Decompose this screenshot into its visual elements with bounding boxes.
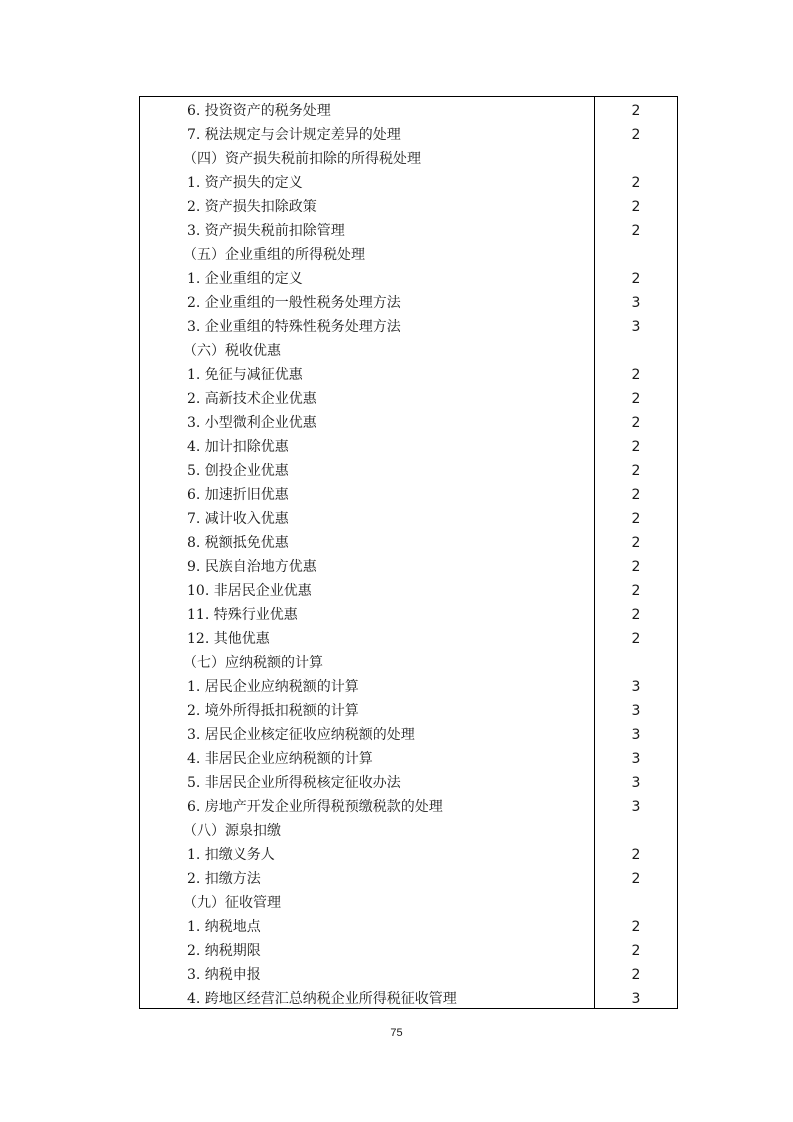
table-row (140, 531, 677, 555)
topic-text: 2. 资产损失扣除政策 (187, 199, 317, 215)
hours-cell: 2 (631, 415, 641, 431)
topic-text: 1. 纳税地点 (187, 919, 261, 935)
table-row (140, 915, 677, 939)
hours-cell: 3 (631, 295, 641, 311)
table-row (140, 963, 677, 987)
table-row (140, 99, 677, 123)
table-row (140, 123, 677, 147)
topic-text: 3. 居民企业核定征收应纳税额的处理 (187, 727, 415, 743)
topic-text: 2. 企业重组的一般性税务处理方法 (187, 295, 401, 311)
table-row (140, 795, 677, 819)
topic-text: 1. 免征与减征优惠 (187, 367, 303, 383)
hours-cell: 2 (631, 535, 641, 551)
table-row (140, 843, 677, 867)
table-row (140, 699, 677, 723)
hours-cell: 3 (631, 319, 641, 335)
hours-cell: 2 (631, 127, 641, 143)
topic-text: 12. 其他优惠 (187, 631, 270, 647)
table-row (140, 315, 677, 339)
table-row (140, 627, 677, 651)
topic-text: 6. 投资资产的税务处理 (187, 103, 331, 119)
hours-cell: 2 (631, 847, 641, 863)
topic-text: 2. 高新技术企业优惠 (187, 391, 317, 407)
hours-cell: 3 (631, 703, 641, 719)
table-row (140, 195, 677, 219)
topic-text: 11. 特殊行业优惠 (187, 607, 298, 623)
topic-text: 8. 税额抵免优惠 (187, 535, 289, 551)
hours-cell: 2 (631, 583, 641, 599)
topic-text: 2. 纳税期限 (187, 943, 261, 959)
table-row (140, 747, 677, 771)
section-heading-row (140, 147, 677, 171)
topic-text: 3. 纳税申报 (187, 967, 261, 983)
table-row (140, 579, 677, 603)
section-heading-row (140, 651, 677, 675)
topic-text: 3. 小型微利企业优惠 (187, 415, 317, 431)
section-heading: （五）企业重组的所得税处理 (183, 247, 365, 263)
table-row (140, 603, 677, 627)
hours-cell: 2 (631, 199, 641, 215)
hours-cell: 2 (631, 967, 641, 983)
hours-cell: 2 (631, 631, 641, 647)
section-heading: （七）应纳税额的计算 (183, 655, 323, 671)
table-row (140, 291, 677, 315)
topic-text: 4. 非居民企业应纳税额的计算 (187, 751, 373, 767)
topic-text: 7. 减计收入优惠 (187, 511, 289, 527)
table-rows (140, 99, 677, 1011)
table-row (140, 771, 677, 795)
syllabus-table (139, 96, 678, 1009)
page-number: 75 (390, 1027, 403, 1039)
topic-text: 3. 资产损失税前扣除管理 (187, 223, 345, 239)
table-row (140, 507, 677, 531)
section-heading-row (140, 819, 677, 843)
hours-cell: 2 (631, 871, 641, 887)
hours-cell: 3 (631, 727, 641, 743)
table-row (140, 267, 677, 291)
table-row (140, 411, 677, 435)
hours-cell: 2 (631, 439, 641, 455)
hours-cell: 2 (631, 919, 641, 935)
topic-text: 9. 民族自治地方优惠 (187, 559, 317, 575)
table-row (140, 987, 677, 1011)
hours-cell: 3 (631, 991, 641, 1007)
section-heading: （六）税收优惠 (183, 343, 281, 359)
hours-cell: 3 (631, 751, 641, 767)
hours-cell: 2 (631, 367, 641, 383)
section-heading-row (140, 339, 677, 363)
hours-cell: 2 (631, 511, 641, 527)
topic-text: 6. 加速折旧优惠 (187, 487, 289, 503)
table-row (140, 459, 677, 483)
topic-text: 2. 境外所得抵扣税额的计算 (187, 703, 359, 719)
topic-text: 10. 非居民企业优惠 (187, 583, 312, 599)
hours-cell: 3 (631, 775, 641, 791)
section-heading: （四）资产损失税前扣除的所得税处理 (183, 151, 421, 167)
hours-cell: 2 (631, 223, 641, 239)
hours-cell: 3 (631, 679, 641, 695)
topic-text: 7. 税法规定与会计规定差异的处理 (187, 127, 401, 143)
topic-text: 6. 房地产开发企业所得税预缴税款的处理 (187, 799, 443, 815)
table-row (140, 387, 677, 411)
section-heading: （九）征收管理 (183, 895, 281, 911)
topic-text: 1. 资产损失的定义 (187, 175, 303, 191)
table-row (140, 555, 677, 579)
hours-cell: 2 (631, 943, 641, 959)
hours-cell: 2 (631, 175, 641, 191)
table-row (140, 939, 677, 963)
section-heading-row (140, 243, 677, 267)
hours-cell: 2 (631, 559, 641, 575)
table-row (140, 435, 677, 459)
section-heading: （八）源泉扣缴 (183, 823, 281, 839)
table-row (140, 219, 677, 243)
topic-text: 5. 非居民企业所得税核定征收办法 (187, 775, 401, 791)
topic-text: 1. 企业重组的定义 (187, 271, 303, 287)
table-row (140, 675, 677, 699)
table-row (140, 483, 677, 507)
topic-text: 4. 跨地区经营汇总纳税企业所得税征收管理 (187, 991, 457, 1007)
topic-text: 2. 扣缴方法 (187, 871, 261, 887)
hours-cell: 2 (631, 463, 641, 479)
table-row (140, 171, 677, 195)
hours-cell: 3 (631, 799, 641, 815)
topic-text: 1. 居民企业应纳税额的计算 (187, 679, 359, 695)
hours-cell: 2 (631, 487, 641, 503)
hours-cell: 2 (631, 103, 641, 119)
table-row (140, 723, 677, 747)
hours-cell: 2 (631, 391, 641, 407)
topic-text: 4. 加计扣除优惠 (187, 439, 289, 455)
hours-cell: 2 (631, 607, 641, 623)
table-row (140, 867, 677, 891)
topic-text: 5. 创投企业优惠 (187, 463, 289, 479)
section-heading-row (140, 891, 677, 915)
topic-text: 1. 扣缴义务人 (187, 847, 275, 863)
hours-cell: 2 (631, 271, 641, 287)
topic-text: 3. 企业重组的特殊性税务处理方法 (187, 319, 401, 335)
table-row (140, 363, 677, 387)
